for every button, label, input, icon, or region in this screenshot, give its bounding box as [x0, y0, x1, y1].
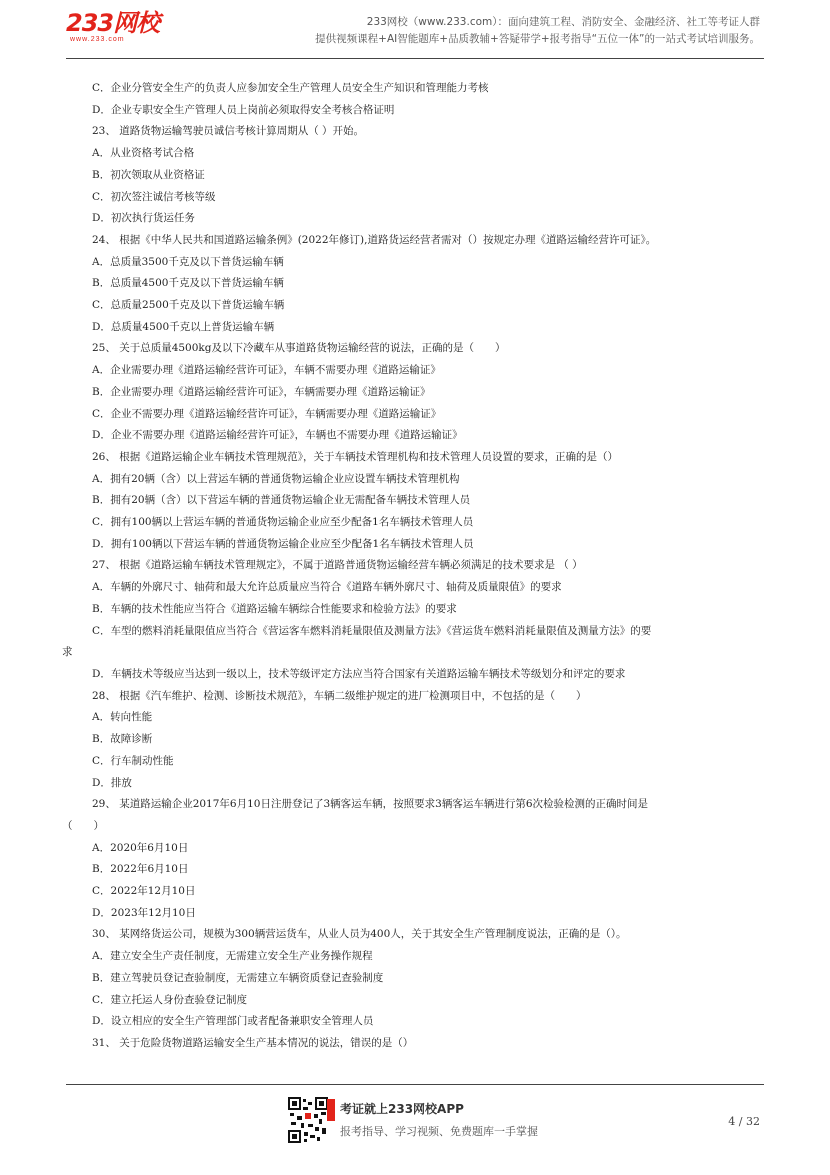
- text-line: 26、 根据《道路运输企业车辆技术管理规范》，关于车辆技术管理机构和技术管理人员设置的要求，正确的是（）: [92, 450, 618, 463]
- footer-title: 考证就上233网校APP: [340, 1102, 464, 1116]
- text-line: C．2022年12月10日: [92, 885, 196, 898]
- header-tagline: [315, 14, 760, 48]
- text-line: A．车辆的外廓尺寸、轴荷和最大允许总质量应当符合《道路车辆外廓尺寸、轴荷及质量限值》的要求: [92, 581, 562, 594]
- logo-url: www.233.com: [70, 36, 125, 43]
- text-line: A．从业资格考试合格: [92, 147, 195, 160]
- text-line: D．企业专职安全生产管理人员上岗前必须取得安全考核合格证明: [92, 103, 395, 116]
- tagline-line-1: 233网校（www.233.com）：面向建筑工程、消防安全、金融经济、社工等考证人群: [366, 16, 760, 28]
- text-line: D．设立相应的安全生产管理部门或者配备兼职安全管理人员: [92, 1015, 374, 1028]
- text-line: C．车型的燃料消耗量限值应当符合《营运客车燃料消耗量限值及测量方法》《营运货车燃料消耗量限值及测量方法》的要: [92, 624, 652, 637]
- app-badge-icon: [327, 1099, 335, 1121]
- header-divider: [66, 58, 764, 59]
- text-line: D．初次执行货运任务: [92, 212, 195, 225]
- text-line: D．拥有100辆以下营运车辆的普通货物运输企业应至少配备1名车辆技术管理人员: [92, 537, 474, 550]
- text-line: 23、 道路货物运输驾驶员诚信考核计算周期从（ ）开始。: [92, 125, 365, 138]
- logo-text: 233网校: [66, 9, 160, 37]
- tagline-line-2: 提供视频课程+AI智能题库+品质教辅+答疑带学+报考指导“五位一体”的一站式考试培训服务。: [315, 33, 760, 45]
- text-line: C．企业不需要办理《道路运输经营许可证》，车辆需要办理《道路运输证》: [92, 407, 442, 420]
- text-line: （ ）: [62, 819, 104, 832]
- text-line: A．2020年6月10日: [92, 841, 189, 854]
- text-line: B．建立驾驶员登记查验制度，无需建立车辆资质登记查验制度: [92, 971, 384, 984]
- text-line: C．企业分管安全生产的负责人应参加安全生产管理人员安全生产知识和管理能力考核: [92, 82, 489, 94]
- page-number: 4 / 32: [728, 1115, 760, 1128]
- text-line: 31、 关于危险货物道路运输安全生产基本情况的说法，错误的是（）: [92, 1036, 414, 1049]
- text-line: B．企业需要办理《道路运输经营许可证》，车辆需要办理《道路运输证》: [92, 385, 431, 398]
- page-header: [0, 0, 830, 62]
- text-line: A．企业需要办理《道路运输经营许可证》，车辆不需要办理《道路运输证》: [92, 364, 441, 377]
- text-line: A．总质量3500千克及以下普货运输车辆: [92, 255, 284, 268]
- text-line: C．行车制动性能: [92, 754, 174, 767]
- text-line: C．拥有100辆以上营运车辆的普通货物运输企业应至少配备1名车辆技术管理人员: [92, 516, 474, 529]
- text-line: D．企业不需要办理《道路运输经营许可证》，车辆也不需要办理《道路运输证》: [92, 429, 463, 442]
- text-line: 29、 某道路运输企业2017年6月10日注册登记了3辆客运车辆，按照要求3辆客运车辆进行第6次检验检测的正确时间是: [92, 798, 649, 811]
- text-line: 27、 根据《道路运输车辆技术管理规定》，不属于道路普通货物运输经营车辆必须满足的技术要求是 （ ）: [92, 559, 583, 572]
- text-line: D．2023年12月10日: [92, 906, 196, 919]
- footer-divider: [66, 1084, 764, 1085]
- text-line: A．建立安全生产责任制度，无需建立安全生产业务操作规程: [92, 950, 373, 963]
- text-line: D．排放: [92, 776, 132, 789]
- brand-logo: [66, 10, 159, 44]
- text-line: 24、 根据《中华人民共和国道路运输条例》(2022年修订),道路货运经营者需对（）按规定办理《道路运输经营许可证》。: [92, 233, 657, 246]
- text-line: B．车辆的技术性能应当符合《道路运输车辆综合性能要求和检验方法》的要求: [92, 602, 457, 615]
- text-line: B．故障诊断: [92, 733, 153, 746]
- footer-subtitle: 报考指导、学习视频、免费题库一手掌握: [340, 1125, 538, 1138]
- text-line: B．初次领取从业资格证: [92, 168, 205, 181]
- text-line: 30、 某网络货运公司，规模为300辆营运货车，从业人员为400人，关于其安全生产管理制度说法，正确的是（）。: [92, 928, 627, 941]
- text-line: 25、 关于总质量4500kg及以下冷藏车从事道路货物运输经营的说法，正确的是（ ）: [92, 342, 506, 355]
- text-line: A．转向性能: [92, 711, 153, 724]
- text-line: C．初次签注诚信考核等级: [92, 190, 216, 203]
- text-line: C．建立托运人身份查验登记制度: [92, 993, 248, 1006]
- text-line: D．总质量4500千克以上普货运输车辆: [92, 320, 275, 333]
- text-line: B．拥有20辆（含）以下营运车辆的普通货物运输企业无需配备车辆技术管理人员: [92, 494, 471, 507]
- text-line: 求: [62, 646, 73, 659]
- text-line: C．总质量2500千克及以下普货运输车辆: [92, 299, 285, 312]
- text-line: B．2022年6月10日: [92, 863, 189, 876]
- text-line: D．车辆技术等级应当达到一级以上，技术等级评定方法应当符合国家有关道路运输车辆技术等级划分和评定的要求: [92, 667, 626, 680]
- text-line: A．拥有20辆（含）以上营运车辆的普通货物运输企业应设置车辆技术管理机构: [92, 472, 460, 485]
- document-body: [62, 78, 770, 1055]
- text-line: 28、 根据《汽车维护、检测、诊断技术规范》，车辆二级维护规定的进厂检测项目中，不包括的是（ ）: [92, 689, 587, 702]
- text-line: B．总质量4500千克及以下普货运输车辆: [92, 277, 284, 290]
- qr-code-icon: [288, 1097, 328, 1143]
